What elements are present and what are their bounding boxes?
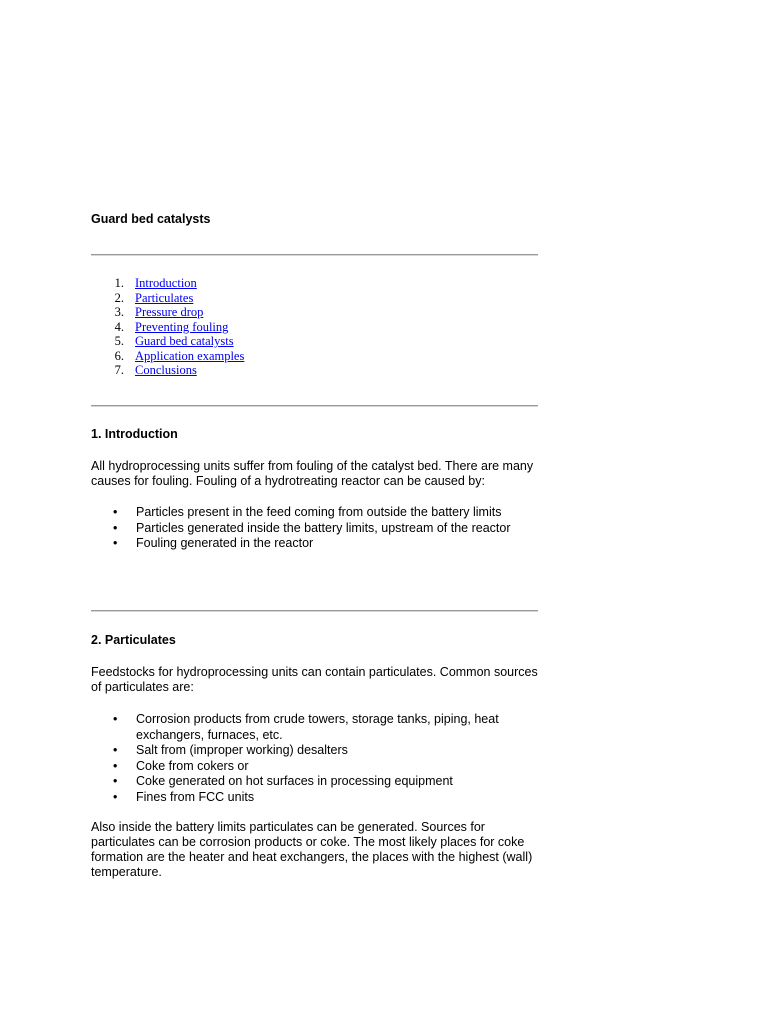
toc-item-application-examples — [91, 349, 244, 364]
list-item-text: Particles generated inside the battery limits, upstream of the reactor — [136, 520, 511, 535]
toc-link-guard-bed-catalysts[interactable]: Guard bed catalysts — [135, 334, 234, 348]
bullet-icon: • — [113, 536, 118, 550]
toc-link-pressure-drop[interactable]: Pressure drop — [135, 305, 204, 319]
bullet-icon: • — [113, 758, 118, 773]
bullet-icon: • — [113, 505, 118, 519]
bullet-icon: • — [113, 712, 118, 726]
list-item — [91, 790, 539, 806]
list-item — [91, 759, 539, 775]
toc-number: 7. — [114, 363, 124, 377]
toc-number: 6. — [114, 348, 124, 363]
list-item — [91, 712, 539, 743]
intro-paragraph: All hydroprocessing units suffer from fouling of the catalyst bed. There are many causes for fouling. Fouling of a hydrotreating reactor can be caused by: — [91, 459, 534, 488]
toc-link-particulates[interactable]: Particulates — [135, 290, 194, 305]
list-item-text: Coke from cokers or — [136, 758, 249, 773]
list-item-text: Corrosion products from crude towers, storage tanks, piping, heat exchangers, furnaces, etc. — [136, 712, 499, 742]
toc-link-preventing-fouling[interactable]: Preventing fouling — [135, 319, 229, 334]
list-item — [91, 774, 539, 790]
intro-bullet-list — [91, 505, 539, 552]
section-heading-particulates: 2. Particulates — [91, 633, 176, 647]
list-item — [91, 505, 539, 521]
horizontal-rule — [91, 405, 538, 407]
toc-number: 2. — [114, 290, 124, 305]
list-item — [91, 536, 539, 552]
horizontal-rule — [91, 254, 538, 256]
toc-number: 4. — [114, 319, 124, 334]
toc-item-guard-bed-catalysts — [91, 334, 244, 349]
bullet-icon: • — [113, 789, 118, 804]
toc-item-introduction — [91, 276, 244, 291]
list-item-text: Fouling generated in the reactor — [136, 536, 314, 550]
list-item — [91, 521, 539, 537]
toc-number: 3. — [114, 305, 124, 319]
bullet-icon: • — [113, 520, 118, 535]
toc-number: 5. — [114, 334, 124, 348]
toc-item-particulates — [91, 291, 244, 306]
particulates-bullet-list — [91, 712, 539, 805]
table-of-contents — [91, 276, 244, 378]
list-item-text: Particles present in the feed coming from outside the battery limits — [136, 505, 502, 519]
toc-number: 1. — [114, 276, 124, 290]
horizontal-rule — [91, 610, 538, 612]
list-item-text: Salt from (improper working) desalters — [136, 743, 348, 757]
bullet-icon: • — [113, 774, 118, 788]
toc-link-conclusions[interactable]: Conclusions — [135, 363, 197, 377]
bullet-icon: • — [113, 743, 118, 757]
section-heading-introduction: 1. Introduction — [91, 427, 178, 441]
page-title: Guard bed catalysts — [91, 212, 211, 226]
list-item-text: Fines from FCC units — [136, 789, 255, 804]
toc-link-introduction[interactable]: Introduction — [135, 276, 197, 290]
list-item — [91, 743, 539, 759]
toc-item-preventing-fouling — [91, 320, 244, 335]
list-item-text: Coke generated on hot surfaces in processing equipment — [136, 774, 453, 788]
toc-item-pressure-drop — [91, 305, 244, 320]
particulates-paragraph: Feedstocks for hydroprocessing units can contain particulates. Common sources of particulates are: — [91, 665, 538, 694]
particulates-paragraph-2: Also inside the battery limits particulates can be generated. Sources for particulates can be corrosion products or coke. The most likely places for coke formation are the heater and heat exchangers, the places with the highest (wall) temperature. — [91, 820, 533, 879]
toc-item-conclusions — [91, 363, 244, 378]
toc-link-application-examples[interactable]: Application examples — [135, 348, 245, 363]
